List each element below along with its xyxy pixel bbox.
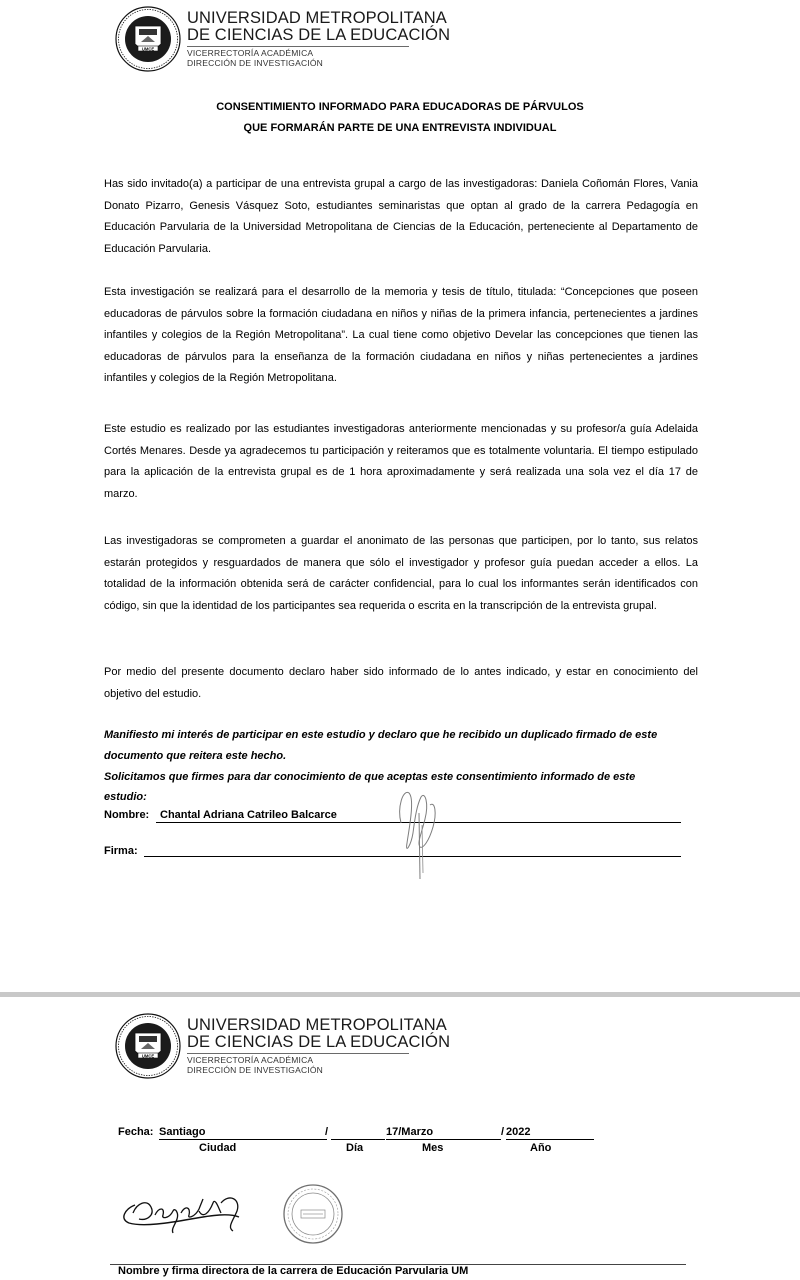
city-field[interactable]: Santiago	[159, 1126, 206, 1138]
paragraph-declaration: Por medio del presente documento declaro haber sido informado de lo antes indicado, y estar en conocimiento del objetivo del estudio.	[104, 666, 698, 700]
svg-text:UMCE: UMCE	[141, 1053, 155, 1059]
day-label: Día	[346, 1142, 364, 1154]
director-signature-icon	[117, 1189, 247, 1237]
paragraph-study: Este estudio es realizado por las estudiantes investigadoras anteriormente mencionadas y su profesor/a guía Adelaida Cortés Menares. Desde ya agradecemos tu participación y reiteramos que es totalmente voluntaria. El tiempo estipulado para la aplicación de la entrevista grupal es de 1 hora aproximadamente y será realizada una sola vez el día 17 de marzo.	[104, 423, 698, 500]
document-title-line2: QUE FORMARÁN PARTE DE UNA ENTREVISTA INDIVIDUAL	[243, 122, 557, 134]
date-prefix: Fecha:	[118, 1126, 154, 1138]
director-caption: Nombre y firma directora de la carrera de Educación Parvularia UM	[118, 1265, 469, 1277]
year-label: Año	[530, 1142, 552, 1154]
paragraph-anonymity: Las investigadoras se comprometen a guardar el anonimato de las personas que participen, por lo tanto, sus relatos estarán protegidos y resguardados de manera que sólo el investigador y profesor guía puedan acceder a ellos. La totalidad de la información obtenida será de carácter confidencial, para lo cual los informantes serán identificados con código, sin que la identidad de los participantes sea requerida o escrita en la transcripción de la entrevista grupal.	[104, 535, 698, 612]
name-field[interactable]: Chantal Adriana Catrileo Balcarce	[160, 809, 337, 821]
city-label: Ciudad	[199, 1142, 237, 1154]
unit-name-line1: VICERRECTORÍA ACADÉMICA	[187, 48, 314, 58]
date-separator-1: /	[325, 1126, 329, 1138]
university-name-line1: UNIVERSIDAD METROPOLITANA	[187, 9, 447, 27]
university-seal-icon	[115, 1013, 181, 1079]
unit-name-line2: DIRECCIÓN DE INVESTIGACIÓN	[187, 1064, 324, 1075]
paragraph-invitation: Has sido invitado(a) a participar de una entrevista grupal a cargo de las investigadoras: Daniela Coñomán Flores, Vania Donato Pizarro, Genesis Vásquez Soto, estudiantes seminaristas que optan al grado de la carrera Pedagogía en Educación Parvularia de la Universidad Metropolitana de Ciencias de la Educación, perteneciente al Departamento de Educación Parvularia.	[104, 178, 698, 255]
university-logo-footer	[115, 1013, 450, 1079]
university-logo	[115, 6, 450, 72]
department-stamp-icon	[282, 1183, 344, 1245]
declaration-line1: Manifiesto mi interés de participar en este estudio y declaro que he recibido un duplicado firmado de este	[104, 729, 658, 741]
day-field-line	[331, 1139, 385, 1140]
declaration-line2: documento que reitera este hecho.	[104, 750, 287, 762]
declaration-line4: estudio:	[104, 791, 147, 803]
participant-signature-icon	[395, 783, 441, 881]
signature-label: Firma:	[104, 845, 138, 857]
university-seal-icon	[115, 6, 181, 72]
document-title-line1: CONSENTIMIENTO INFORMADO PARA EDUCADORAS DE PÁRVULOS	[216, 101, 584, 113]
svg-text:UMCE: UMCE	[141, 46, 155, 52]
logo-divider	[187, 46, 409, 47]
name-label: Nombre:	[104, 809, 150, 821]
year-field-line	[506, 1139, 594, 1140]
unit-name-line2: DIRECCIÓN DE INVESTIGACIÓN	[187, 57, 324, 68]
university-name-line2: DE CIENCIAS DE LA EDUCACIÓN	[187, 26, 451, 44]
unit-name-line1: VICERRECTORÍA ACADÉMICA	[187, 1055, 314, 1065]
month-label: Mes	[422, 1142, 444, 1154]
city-field-line	[159, 1139, 327, 1140]
logo-divider	[187, 1053, 409, 1054]
paragraph-research: Esta investigación se realizará para el desarrollo de la memoria y tesis de título, titulada: “Concepciones que poseen educadoras de párvulos sobre la formación ciudadana en niños y niñas de la primera infancia, pertenecientes a jardines infantiles y colegios de la Región Metropolitana”. La cual tiene como objetivo Develar las concepciones que tienen las educadoras de párvulos para la enseñanza de la formación ciudadana en niños y niñas pertenecientes a jardines infantiles y colegios de la Región Metropolitana.	[104, 286, 698, 384]
university-name-line1: UNIVERSIDAD METROPOLITANA	[187, 1016, 447, 1034]
date-separator-2: /	[501, 1126, 505, 1138]
month-field-line	[386, 1139, 501, 1140]
authorization-page	[0, 997, 800, 1280]
university-name-line2: DE CIENCIAS DE LA EDUCACIÓN	[187, 1033, 451, 1051]
month-field[interactable]: 17/Marzo	[386, 1126, 434, 1138]
declaration-line3: Solicitamos que firmes para dar conocimiento de que aceptas este consentimiento informado de este	[104, 771, 636, 783]
year-field[interactable]: 2022	[506, 1126, 531, 1138]
